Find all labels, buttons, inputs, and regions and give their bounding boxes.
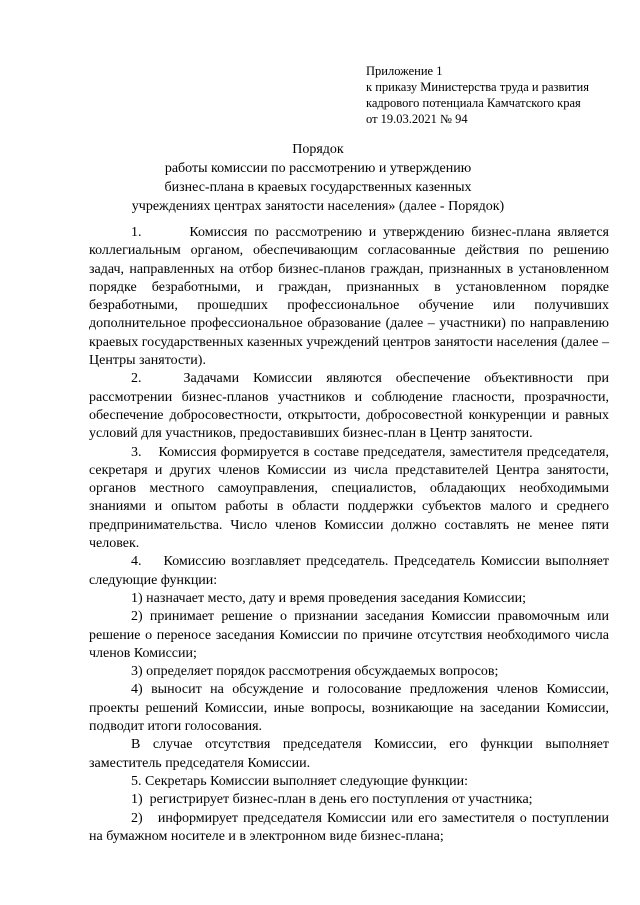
title-line-3: бизнес-плана в краевых государственных казенных [164,180,472,195]
list-item-chair-4: 4) выносит на обсуждение и голосование предложения членов Комиссии, проекты решений Комиссии, иные вопросы, возникающие на заседании Комиссии, подводит итоги голосования. [89,682,609,735]
paragraph-1: 1. Комиссия по рассмотрению и утверждению бизнес-плана является коллегиальным органом, обеспечивающим согласованные действия по решению задач, направленных на отбор бизнес-планов граждан, признанных в установленном порядке безработными, и граждан, признанных в установленном порядке безработными, прошедших профессиональное обучение или получивших дополнительное профессиональное образование (далее – участники) по направлению краевых государственных казенных учреждений центров занятости населения (далее – Центры занятости). [89,225,609,369]
paragraph-3: 3. Комиссия формируется в составе председателя, заместителя председателя, секретаря и других членов Комиссии из числа представителей Центра занятости, органов местного самоуправления, специалистов, обладающих необходимыми знаниями и опытом работы в области поддержки субъектов малого и среднего предпринимательства. Число членов Комиссии должно составлять не менее пяти человек. [89,444,609,552]
title-line-2: работы комиссии по рассмотрению и утверждению [164,161,472,176]
document-body [89,224,609,846]
appendix-line-1: Приложение 1 [366,64,443,78]
appendix-line-3: кадрового потенциала Камчатского края [366,96,581,110]
title-line-4: учреждениях центрах занятости населения» (далее - Порядок) [131,199,505,214]
paragraph-5: 5. Секретарь Комиссии выполняет следующие функции: [131,773,469,789]
list-item-chair-2: 2) принимает решение о признании заседания Комиссии правомочным или решение о переносе заседания Комиссии по причине отсутствия необходимого числа членов Комиссии; [89,609,609,661]
paragraph-2: 2. Задачами Комиссии являются обеспечение объективности при рассмотрении бизнес-планов участников и соблюдение гласности, прозрачности, обеспечение добросовестности, открытости, добросовестной конкуренции и равных условий для участников, предоставивших бизнес-план в Центр занятости. [89,371,609,442]
paragraph-deputy: В случае отсутствия председателя Комиссии, его функции выполняет заместитель председателя Комиссии. [89,737,609,771]
document-title [88,140,548,216]
appendix-line-2: к приказу Министерства труда и развития [366,80,589,94]
list-item-chair-3: 3) определяет порядок рассмотрения обсуждаемых вопросов; [131,664,499,680]
title-line-1: Порядок [292,142,344,157]
list-item-secretary-1: 1) регистрирует бизнес-план в день его поступления от участника; [131,792,533,808]
appendix-block [366,63,589,127]
list-item-secretary-2: 2) информирует председателя Комиссии или его заместителя о поступлении на бумажном носителе и в электронном виде бизнес-плана; [89,810,609,844]
paragraph-4: 4. Комиссию возглавляет председатель. Председатель Комиссии выполняет следующие функции: [89,554,609,588]
list-item-chair-1: 1) назначает место, дату и время проведения заседания Комиссии; [131,590,526,606]
appendix-line-4: от 19.03.2021 № 94 [366,112,468,126]
